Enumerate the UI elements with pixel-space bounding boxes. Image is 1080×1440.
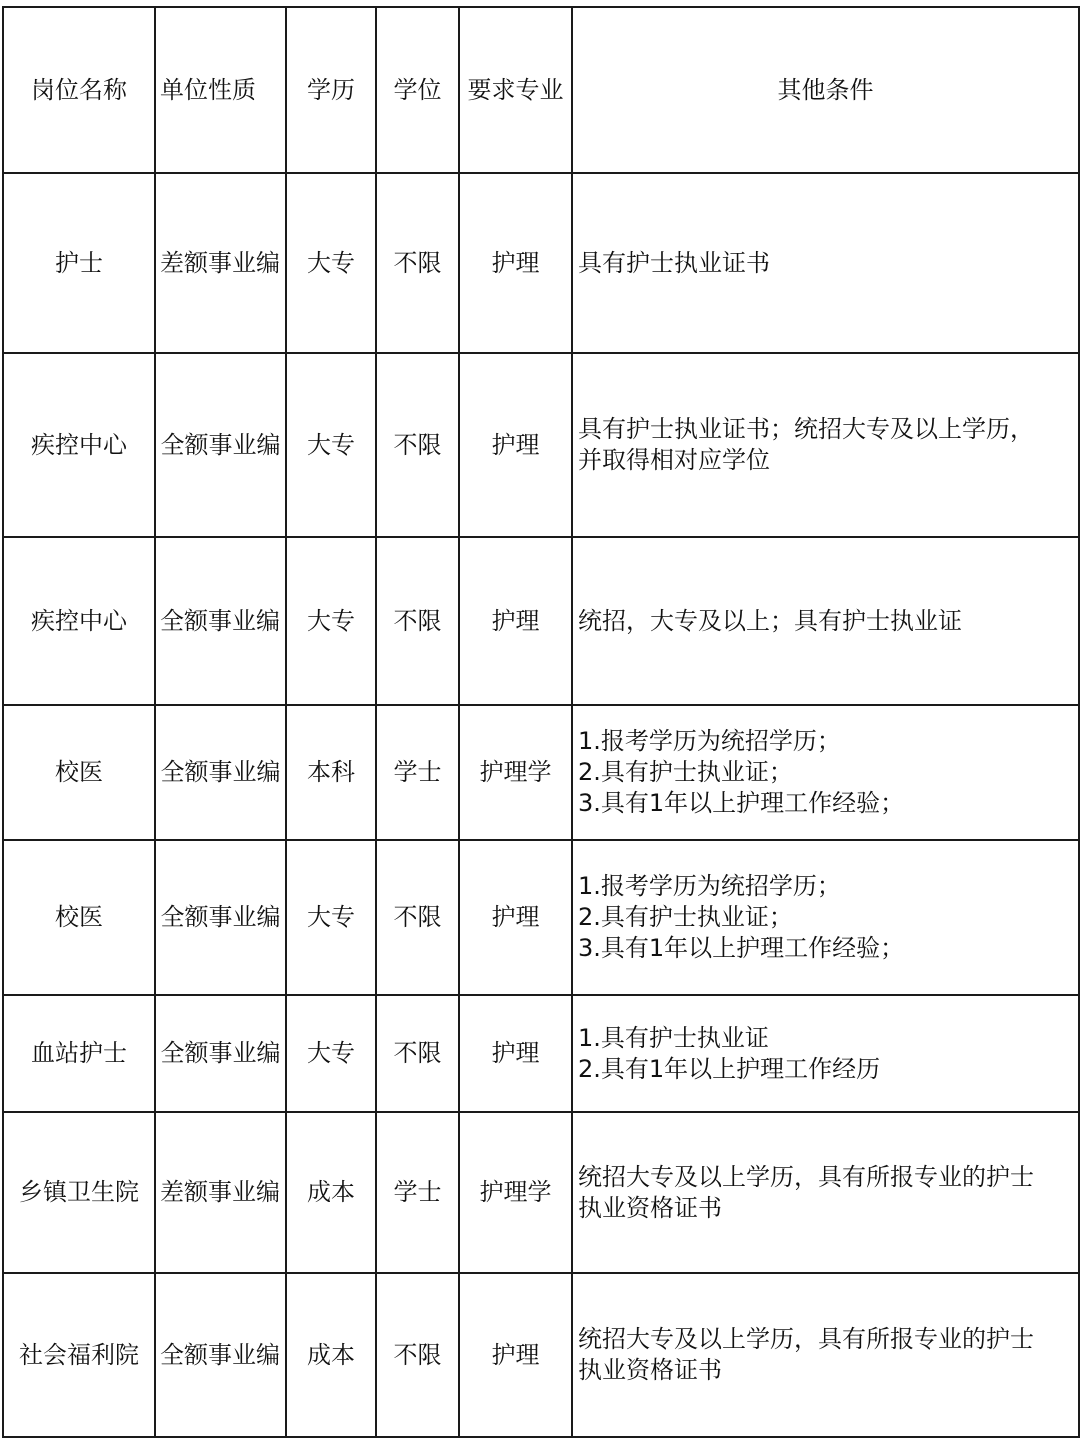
table-row — [3, 173, 1079, 353]
header-education: 学历 — [286, 7, 376, 173]
job-requirements-sheet — [2, 6, 1078, 1438]
cell-major: 护理 — [459, 353, 572, 537]
header-unit-type: 单位性质 — [155, 7, 286, 173]
cell-unit-type: 差额事业编 — [155, 173, 286, 353]
condition-line: 统招大专及以上学历，具有所报专业的护士执业资格证书 — [578, 1162, 1034, 1222]
cell-education: 本科 — [286, 705, 376, 840]
cell-major: 护理 — [459, 1273, 572, 1437]
cell-conditions — [572, 1112, 1079, 1273]
cell-unit-type: 全额事业编 — [155, 840, 286, 995]
condition-line: 2.具有护士执业证； — [578, 903, 793, 931]
condition-line: 1.报考学历为统招学历； — [578, 727, 841, 755]
table-row — [3, 840, 1079, 995]
cell-degree: 学士 — [376, 705, 459, 840]
cell-conditions — [572, 995, 1079, 1112]
cell-education: 大专 — [286, 353, 376, 537]
table-row — [3, 1112, 1079, 1273]
cell-position: 疾控中心 — [3, 353, 155, 537]
cell-conditions — [572, 840, 1079, 995]
cell-education: 大专 — [286, 995, 376, 1112]
cell-conditions — [572, 353, 1079, 537]
cell-degree: 不限 — [376, 840, 459, 995]
table-row — [3, 705, 1079, 840]
cell-degree: 不限 — [376, 537, 459, 705]
table-header-row — [3, 7, 1079, 173]
cell-unit-type: 全额事业编 — [155, 537, 286, 705]
cell-position: 社会福利院 — [3, 1273, 155, 1437]
table-row — [3, 1273, 1079, 1437]
cell-unit-type: 差额事业编 — [155, 1112, 286, 1273]
job-requirements-table — [2, 6, 1080, 1438]
header-conditions: 其他条件 — [572, 7, 1079, 173]
cell-major: 护理 — [459, 840, 572, 995]
table-row — [3, 995, 1079, 1112]
table-body — [3, 173, 1079, 1437]
cell-degree: 不限 — [376, 995, 459, 1112]
condition-line: 2.具有护士执业证； — [578, 758, 793, 786]
cell-major: 护理 — [459, 173, 572, 353]
cell-degree: 不限 — [376, 353, 459, 537]
table-row — [3, 537, 1079, 705]
condition-line: 统招大专及以上学历，具有所报专业的护士执业资格证书 — [578, 1325, 1034, 1384]
cell-unit-type: 全额事业编 — [155, 353, 286, 537]
cell-conditions — [572, 173, 1079, 353]
condition-line: 统招，大专及以上；具有护士执业证 — [578, 606, 962, 635]
cell-major: 护理 — [459, 537, 572, 705]
cell-major: 护理学 — [459, 705, 572, 840]
cell-position: 血站护士 — [3, 995, 155, 1112]
cell-major: 护理学 — [459, 1112, 572, 1273]
cell-conditions — [572, 1273, 1079, 1437]
cell-unit-type: 全额事业编 — [155, 995, 286, 1112]
condition-line: 具有护士执业证书；统招大专及以上学历，并取得相对应学位 — [578, 415, 1034, 474]
cell-conditions — [572, 537, 1079, 705]
cell-education: 大专 — [286, 173, 376, 353]
cell-position: 疾控中心 — [3, 537, 155, 705]
condition-line: 1.报考学历为统招学历； — [578, 872, 841, 900]
cell-degree: 不限 — [376, 173, 459, 353]
header-major: 要求专业 — [459, 7, 572, 173]
cell-position: 校医 — [3, 705, 155, 840]
table-row — [3, 353, 1079, 537]
cell-position: 乡镇卫生院 — [3, 1112, 155, 1273]
cell-position: 校医 — [3, 840, 155, 995]
cell-education: 大专 — [286, 537, 376, 705]
condition-line: 3.具有1年以上护理工作经验； — [578, 934, 905, 962]
condition-line: 2.具有1年以上护理工作经历 — [578, 1054, 881, 1083]
cell-position: 护士 — [3, 173, 155, 353]
cell-unit-type: 全额事业编 — [155, 705, 286, 840]
cell-unit-type: 全额事业编 — [155, 1273, 286, 1437]
cell-conditions — [572, 705, 1079, 840]
header-position: 岗位名称 — [3, 7, 155, 173]
condition-line: 具有护士执业证书 — [578, 248, 770, 277]
cell-major: 护理 — [459, 995, 572, 1112]
condition-line: 3.具有1年以上护理工作经验； — [578, 789, 905, 817]
cell-degree: 学士 — [376, 1112, 459, 1273]
cell-education: 成本 — [286, 1112, 376, 1273]
cell-education: 成本 — [286, 1273, 376, 1437]
cell-degree: 不限 — [376, 1273, 459, 1437]
header-degree: 学位 — [376, 7, 459, 173]
cell-education: 大专 — [286, 840, 376, 995]
condition-line: 1.具有护士执业证 — [578, 1023, 769, 1052]
